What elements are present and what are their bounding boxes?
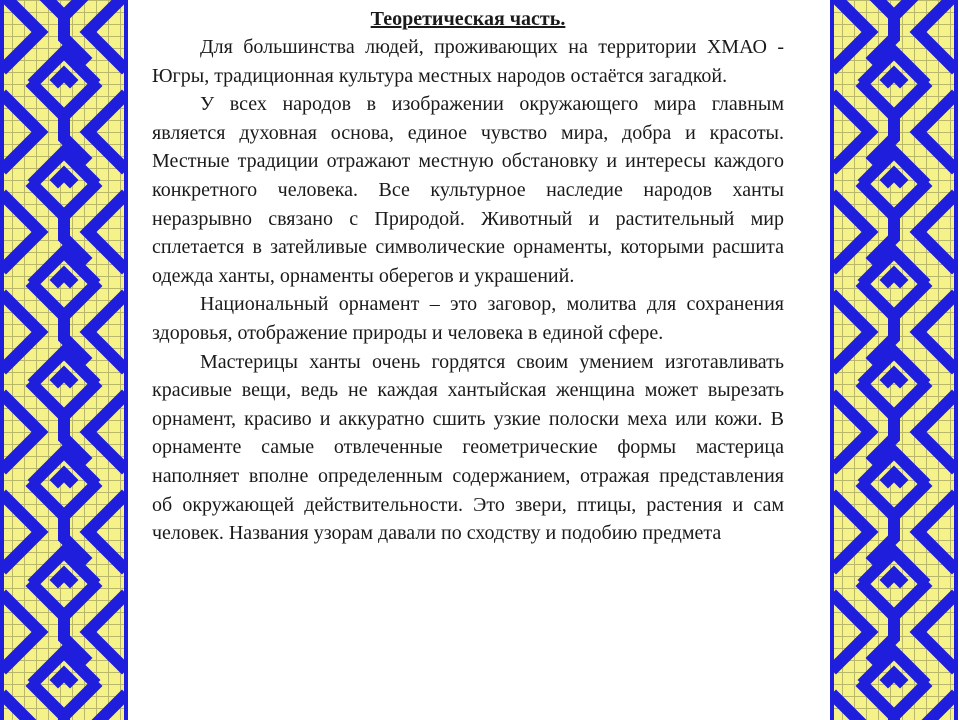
khanty-ornament-right bbox=[830, 0, 958, 720]
khanty-ornament-left bbox=[0, 0, 128, 720]
paragraph-4: Мастерицы ханты очень гордятся своим умением изготавливать красивые вещи, ведь не каждая хантыйская женщина может вырезать орнамент, красиво и аккуратно сшить узкие полоски меха или кожи. В орнаменте самые отвлеченные геометрические формы мастерица наполняет вполне определенным содержанием, отражая представления об окружающей действительности. Это звери, птицы, растения и сам человек. Названия узорам давали по сходству и подобию предмета bbox=[152, 350, 784, 545]
ornament-border-left bbox=[0, 0, 128, 720]
ornament-border-right bbox=[830, 0, 958, 720]
section-title: Теоретическая часть. bbox=[370, 8, 566, 30]
paragraph-2: У всех народов в изображении окружающего мира главным является духовная основа, единое чувство мира, добра и красоты. Местные традиции отражают местную обстановку и интересы каждого конкретного человека. Все культурное наследие народов ханты неразрывно связано с Природой. Животный и растительный мир сплетается в затейливые символические орнаменты, которыми расшита одежда ханты, орнаменты оберегов и украшений. bbox=[152, 93, 784, 287]
paragraph-1: Для большинства людей, проживающих на территории ХМАО - Югры, традиционная культура местных народов остаётся загадкой. bbox=[152, 36, 784, 87]
document-body bbox=[152, 6, 784, 548]
paragraph-3: Национальный орнамент – это заговор, молитва для сохранения здоровья, отображение природы и человека в единой сфере. bbox=[152, 293, 784, 344]
